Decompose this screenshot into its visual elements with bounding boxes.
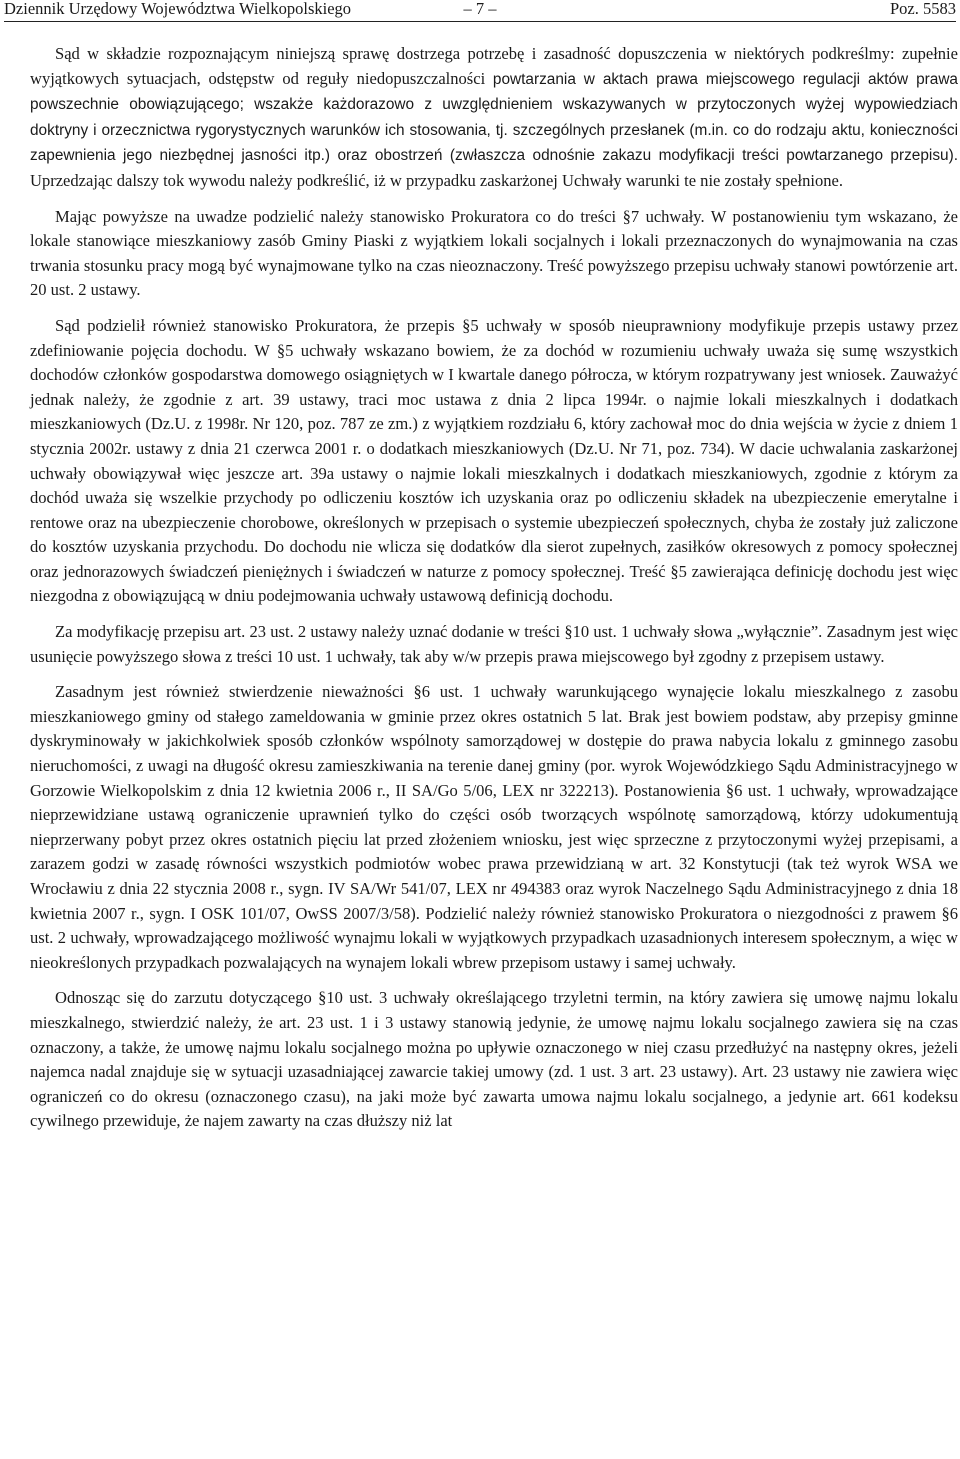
paragraph-5-text: Zasadnym jest również stwierdzenie nieważności §6 ust. 1 uchwały warunkującego wynajęcie lokalu mieszkalnego z zasobu mieszkaniowego gminy od stałego zameldowania w gminie przez okres ostatnich 5 lat. Brak jest bowiem podstaw, aby przepisy gminne dyskryminowały w jakichkolwiek sposób członków wspólnoty samorządowej w dostępie do prawa nabycia lokalu z gminnego zasobu nieruchomości, z uwagi na długość okresu zamieszkiwania na terenie danej gminy (por. wyrok Wojewódzkiego Sądu Administracyjnego w Gorzowie Wielkopolskim z dnia 12 kwietnia 2006 r., II SA/Go 5/06, LEX nr 322213). Postanowienia §6 ust. 1 uchwały, wprowadzające nieprzewidziane ustawą ograniczenie uprawnień tylko do części osób tworzących wspólnotę samorządową, którzy udokumentują nieprzerwany pobyt przez okres ostatnich pięciu lat przed złożeniem wniosku, jest więc sprzeczne z przytoczonymi wyżej przepisami, a zarazem godzi w zasadę równości wszystkich podmiotów wobec prawa przewidzianą w art. 32 Konstytucji (tak też wyrok WSA we Wrocławiu z dnia 22 stycznia 2008 r., sygn. IV SA/Wr 541/07, LEX nr 494383 oraz wyrok Naczelnego Sądu Administracyjnego z dnia 18 kwietnia 2007 r., sygn. I OSK 101/07, OwSS 2007/3/58). Podzielić należy również stanowisko Prokuratora o niezgodności z prawem §6 ust. 2 uchwały, wprowadzającego możliwość wynajmu lokali w wyjątkowych przypadkach uzasadnionych interesem społecznym, a więc w nieokreślonych przypadkach pozwalających na wynajem lokali wbrew przepisom ustawy i samej uchwały. bbox=[30, 682, 958, 972]
paragraph-2-text: Mając powyższe na uwadze podzielić należy stanowisko Prokuratora co do treści §7 uchwały. W postanowieniu tym wskazano, że lokale stanowiące mieszkaniowy zasób Gminy Piaski z wyjątkiem lokali socjalnych i lokali przeznaczonych do wynajmowania na czas trwania stosunku pracy mogą być wynajmowane tylko na czas nieoznaczony. Treść powyższego przepisu uchwały stanowi powtórzenie art. 20 ust. 2 ustawy. bbox=[30, 206, 958, 300]
document-body bbox=[30, 42, 958, 1134]
paragraph-1-text-a: Sąd w składzie rozpoznającym niniejszą sprawę dostrzega potrzebę i zasadność dopuszczenia w niektórych podkreślmy: zupełnie wyjątkowych sytuacjach, odstępstw od reguły niedopuszczalności bbox=[30, 44, 958, 88]
paragraph-3-text: Sąd podzielił również stanowisko Prokuratora, że przepis §5 uchwały w sposób nieuprawniony modyfikuje przepis ustawy przez zdefiniowanie pojęcia dochodu. W §5 uchwały wskazano bowiem, że za dochód w rozumieniu uchwały uważa się sumę wszystkich dochodów członków gospodarstwa domowego osiągniętych w I kwartale danego półrocza, w którym rozpatrywany jest wniosek. Zauważyć jednak należy, że zgodnie z art. 39 ustawy, traci moc ustawa z dnia 2 lipca 1994r. o najmie lokali mieszkalnych i dodatkach mieszkaniowych (Dz.U. z 1998r. Nr 120, poz. 787 ze zm.) z wyjątkiem rozdziału 6, który zachował moc do dnia wejścia w życie z dniem 1 stycznia 2002r. ustawy z dnia 21 czerwca 2001 r. o dodatkach mieszkaniowych (Dz.U. Nr 71, poz. 734). W dacie uchwalania zaskarżonej uchwały obowiązywał więc jeszcze art. 39a ustawy o najmie lokali mieszkalnych i dodatkach mieszkaniowych, zgodnie z którym za dochód uważa się wszelkie przychody po odliczeniu kosztów ich uzyskania oraz po odliczeniu składek na ubezpieczenie emerytalne i rentowe oraz na ubezpieczenie chorobowe, określonych w przepisach o systemie ubezpieczeń społecznych, chyba że zostały już zaliczone do kosztów uzyskania przychodu. Do dochodu nie wlicza się dodatków dla sierot zupełnych, zasiłków okresowych z pomocy społecznej oraz jednorazowych świadczeń pieniężnych i świadczeń w naturze z pomocy społecznej. Treść §5 zawierająca definicję dochodu jest więc niezgodna z obowiązującą w dniu podejmowania uchwały ustawową definicją dochodu. bbox=[30, 315, 958, 606]
page-header bbox=[4, 0, 956, 22]
paragraph-4 bbox=[30, 620, 958, 669]
header-divider bbox=[4, 21, 956, 22]
paragraph-2 bbox=[30, 205, 958, 303]
journal-title: Dziennik Urzędowy Województwa Wielkopolskiego bbox=[4, 0, 352, 18]
paragraph-3 bbox=[30, 314, 958, 609]
paragraph-1-text-b: powtarzania w aktach prawa miejscowego regulacji aktów prawa powszechnie obowiązującego; wszakże każdorazowo z uwzględnieniem wskazywanych w przytoczonych wyżej wypowiedziach doktryny i orzecznictwa rygorystycznych warunków ich stosowania, tj. szczególnych przesłanek (m.in. co do rodzaju aktu, konieczności zapewnienia jego niezbędnej jasności itp.) oraz obostrzeń (zwłaszcza odnośnie zakazu modyfikacji treści powtarzanego przepisu). bbox=[30, 70, 958, 165]
paragraph-1 bbox=[30, 42, 958, 194]
position-number: Poz. 5583 bbox=[890, 0, 956, 18]
paragraph-5 bbox=[30, 680, 958, 975]
paragraph-4-text: Za modyfikację przepisu art. 23 ust. 2 ustawy należy uznać dodanie w treści §10 ust. 1 uchwały słowa „wyłącznie”. Zasadnym jest więc usunięcie powyższego słowa z treści 10 ust. 1 uchwały, tak aby w/w przepis prawa miejscowego był zgodny z przepisem ustawy. bbox=[30, 622, 958, 666]
paragraph-6 bbox=[30, 986, 958, 1134]
paragraph-6-text: Odnosząc się do zarzutu dotyczącego §10 ust. 3 uchwały określającego trzyletni termin, na który zawiera się umowę najmu lokalu mieszkalnego, stwierdzić należy, że art. 23 ust. 1 i 3 ustawy stanowią jedynie, że umowę najmu lokalu socjalnego zawiera się na czas oznaczony, a także, że umowę najmu lokalu socjalnego można po upływie oznaczonego w niej czasu przedłużyć na następny okres, jeżeli najemca nadal znajduje się w sytuacji uzasadniającej zawarcie takiej umowy (zd. 1 ust. 3 art. 23 ustawy). Art. 23 ustawy nie zawiera więc ograniczeń co do okresu (oznaczonego czasu), na jaki może być zawarta umowa najmu lokalu socjalnego, a jedynie art. 661 kodeksu cywilnego przewiduje, że najem zawarty na czas dłuższy niż lat bbox=[30, 988, 958, 1131]
page-number: – 7 – bbox=[463, 0, 497, 18]
paragraph-1-text-c: Uprzedzając dalszy tok wywodu należy podkreślić, iż w przypadku zaskarżonej Uchwały warunki te nie zostały spełnione. bbox=[30, 170, 843, 190]
